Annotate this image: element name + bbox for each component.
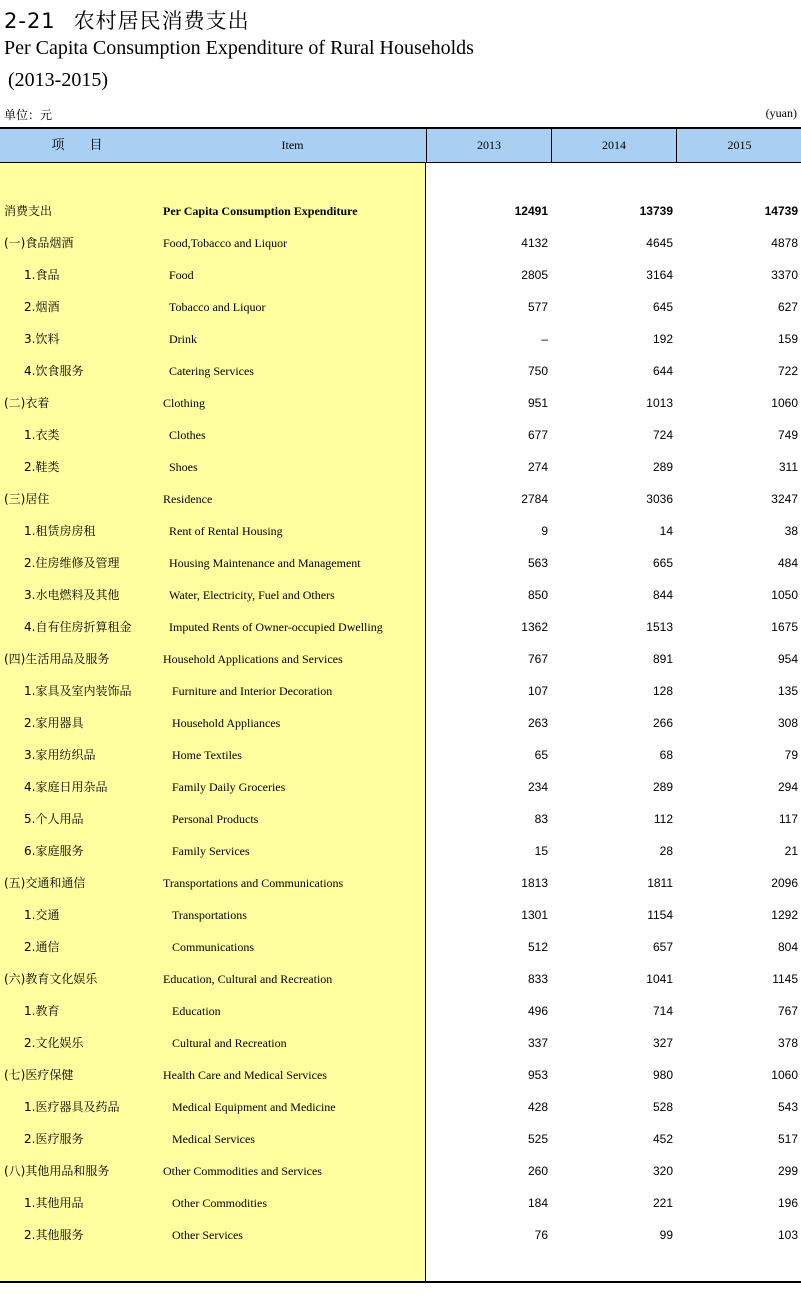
row-label-en: Clothing — [163, 396, 206, 410]
value-2013: 677 — [527, 428, 548, 442]
row-label-cn: 1.教育 — [24, 1004, 60, 1018]
value-2014: 266 — [652, 716, 673, 730]
value-2014: 3164 — [646, 268, 673, 282]
table-row — [0, 611, 801, 643]
row-label-en: Cultural and Recreation — [172, 1036, 287, 1050]
value-2013: 4132 — [521, 236, 548, 250]
value-2015: 311 — [778, 460, 798, 474]
table-row — [0, 803, 801, 835]
value-2015: 38 — [784, 524, 798, 538]
value-2014: 1041 — [646, 972, 673, 986]
value-2014: 665 — [652, 556, 673, 570]
row-label-en: Family Services — [172, 844, 250, 858]
value-2013: 563 — [527, 556, 548, 570]
row-label-en: Housing Maintenance and Management — [169, 556, 361, 570]
page-title-cn — [4, 5, 250, 35]
value-2015: 79 — [784, 748, 798, 762]
row-label-en: Transportations and Communications — [163, 876, 344, 890]
value-2013: 9 — [541, 524, 548, 538]
value-2013: 1813 — [521, 876, 548, 890]
value-2014: 1513 — [646, 620, 673, 634]
row-label-cn: 2.医疗服务 — [24, 1132, 84, 1146]
row-label-en: Other Commodities and Services — [163, 1164, 322, 1178]
value-2013: – — [541, 332, 548, 346]
row-label-cn: (二)衣着 — [4, 396, 50, 410]
value-2013: 83 — [534, 812, 548, 826]
value-2014: 68 — [659, 748, 673, 762]
row-label-cn: 2.其他服务 — [24, 1228, 84, 1242]
value-2015: 484 — [777, 556, 798, 570]
value-2014: 891 — [652, 652, 673, 666]
table-row — [0, 547, 801, 579]
table-row — [0, 707, 801, 739]
value-2015: 627 — [777, 300, 798, 314]
value-2014: 192 — [652, 332, 673, 346]
header-item-cn: 项 目 — [51, 138, 109, 153]
row-label-cn: 5.个人用品 — [24, 812, 84, 826]
value-2013: 750 — [527, 364, 548, 378]
unit-label-cn: 单位：元 — [4, 108, 53, 122]
row-label-en: Education, Cultural and Recreation — [163, 972, 333, 986]
row-label-cn: (五)交通和通信 — [4, 876, 86, 890]
table-number: 2-21 — [4, 9, 56, 33]
value-2013: 850 — [527, 588, 548, 602]
row-label-cn: 1.其他用品 — [24, 1196, 84, 1210]
row-label-en: Communications — [172, 940, 254, 954]
table-row — [0, 195, 801, 227]
row-label-cn: 2.鞋类 — [24, 460, 60, 474]
table-title-cn: 农村居民消费支出 — [73, 9, 250, 33]
row-label-en: Home Textiles — [172, 748, 242, 762]
row-label-cn: 3.水电燃料及其他 — [24, 588, 120, 602]
table-row — [0, 643, 801, 675]
value-2015: 299 — [777, 1164, 798, 1178]
value-2015: 117 — [778, 812, 798, 826]
row-label-en: Family Daily Groceries — [172, 780, 286, 794]
value-2015: 722 — [777, 364, 798, 378]
value-2014: 128 — [652, 684, 673, 698]
value-2013: 15 — [534, 844, 548, 858]
row-label-en: Transportations — [172, 908, 247, 922]
value-2015: 378 — [777, 1036, 798, 1050]
value-2015: 543 — [777, 1100, 798, 1114]
unit-label-en: (yuan) — [765, 106, 797, 120]
row-label-en: Household Appliances — [172, 716, 281, 730]
row-label-en: Tobacco and Liquor — [169, 300, 266, 314]
value-2015: 2096 — [771, 876, 798, 890]
value-2014: 452 — [652, 1132, 673, 1146]
row-label-en: Health Care and Medical Services — [163, 1068, 327, 1082]
table-row — [0, 771, 801, 803]
table-row — [0, 995, 801, 1027]
table-header — [0, 129, 801, 163]
value-2015: 308 — [777, 716, 798, 730]
row-label-cn: 2.文化娱乐 — [24, 1036, 84, 1050]
value-2013: 512 — [527, 940, 548, 954]
value-2015: 954 — [777, 652, 798, 666]
value-2013: 337 — [527, 1036, 548, 1050]
header-year-2013: 2013 — [426, 129, 551, 162]
row-label-cn: 2.住房维修及管理 — [24, 556, 120, 570]
row-label-en: Shoes — [169, 460, 198, 474]
value-2013: 428 — [527, 1100, 548, 1114]
value-2013: 1301 — [521, 908, 548, 922]
value-2013: 274 — [527, 460, 548, 474]
row-label-cn: 1.食品 — [24, 268, 60, 282]
row-label-en: Personal Products — [172, 812, 259, 826]
row-label-cn: 2.家用器具 — [24, 716, 84, 730]
value-2014: 844 — [652, 588, 673, 602]
row-label-en: Per Capita Consumption Expenditure — [163, 204, 358, 218]
table-row — [0, 387, 801, 419]
value-2015: 1060 — [771, 1068, 798, 1082]
value-2014: 1013 — [646, 396, 673, 410]
value-2013: 107 — [527, 684, 548, 698]
table-row — [0, 323, 801, 355]
table-row — [0, 963, 801, 995]
value-2014: 657 — [652, 940, 673, 954]
value-2013: 953 — [527, 1068, 548, 1082]
value-2014: 528 — [652, 1100, 673, 1114]
row-label-cn: 6.家庭服务 — [24, 844, 84, 858]
value-2014: 112 — [653, 812, 673, 826]
row-label-cn: 4.自有住房折算租金 — [24, 620, 132, 634]
row-label-cn: 3.家用纺织品 — [24, 748, 96, 762]
row-label-en: Water, Electricity, Fuel and Others — [169, 588, 335, 602]
row-label-cn: 1.衣类 — [24, 428, 60, 442]
row-label-en: Other Commodities — [172, 1196, 267, 1210]
value-2014: 644 — [652, 364, 673, 378]
value-2014: 14 — [659, 524, 673, 538]
value-2015: 1675 — [771, 620, 798, 634]
table-row — [0, 867, 801, 899]
value-2013: 263 — [527, 716, 548, 730]
value-2015: 196 — [777, 1196, 798, 1210]
table-row — [0, 1059, 801, 1091]
row-label-en: Catering Services — [169, 364, 254, 378]
value-2014: 1154 — [647, 908, 673, 922]
value-2015: 749 — [777, 428, 798, 442]
value-2014: 1811 — [647, 876, 673, 890]
table-row — [0, 1091, 801, 1123]
value-2015: 14739 — [764, 204, 798, 218]
row-label-en: Medical Equipment and Medicine — [172, 1100, 336, 1114]
table-row — [0, 931, 801, 963]
value-2013: 1362 — [521, 620, 548, 634]
row-label-cn: 3.饮料 — [24, 332, 60, 346]
row-label-cn: (八)其他用品和服务 — [4, 1164, 110, 1178]
value-2014: 327 — [652, 1036, 673, 1050]
value-2015: 767 — [777, 1004, 798, 1018]
value-2015: 159 — [777, 332, 798, 346]
header-item-en: Item — [281, 138, 304, 152]
row-label-en: Other Services — [172, 1228, 243, 1242]
row-label-cn: 4.饮食服务 — [24, 364, 84, 378]
table-row — [0, 291, 801, 323]
header-year-2015: 2015 — [676, 129, 801, 162]
row-label-en: Food,Tobacco and Liquor — [163, 236, 288, 250]
table-row — [0, 1187, 801, 1219]
table-row — [0, 1123, 801, 1155]
value-2014: 714 — [652, 1004, 673, 1018]
value-2014: 3036 — [646, 492, 673, 506]
value-2015: 135 — [777, 684, 798, 698]
value-2014: 221 — [652, 1196, 673, 1210]
row-label-en: Rent of Rental Housing — [169, 524, 283, 538]
header-year-2014: 2014 — [551, 129, 676, 162]
row-label-cn: 消费支出 — [4, 204, 53, 218]
row-label-en: Furniture and Interior Decoration — [172, 684, 333, 698]
table-row — [0, 1155, 801, 1187]
table-row — [0, 451, 801, 483]
row-label-cn: (六)教育文化娱乐 — [4, 972, 98, 986]
row-label-en: Household Applications and Services — [163, 652, 343, 666]
value-2013: 12491 — [514, 204, 548, 218]
row-label-cn: 1.医疗器具及药品 — [24, 1100, 120, 1114]
table-row — [0, 579, 801, 611]
row-label-cn: (七)医疗保健 — [4, 1068, 74, 1082]
row-label-cn: 1.交通 — [24, 908, 60, 922]
value-2013: 65 — [534, 748, 548, 762]
title-years: (2013-2015) — [8, 69, 108, 91]
value-2013: 951 — [527, 396, 548, 410]
value-2015: 21 — [784, 844, 798, 858]
value-2013: 260 — [527, 1164, 548, 1178]
value-2014: 289 — [652, 780, 673, 794]
value-2014: 980 — [652, 1068, 673, 1082]
value-2015: 804 — [777, 940, 798, 954]
table-row — [0, 835, 801, 867]
value-2013: 2805 — [521, 268, 548, 282]
value-2014: 99 — [659, 1228, 673, 1242]
value-2014: 28 — [659, 844, 673, 858]
row-label-cn: (四)生活用品及服务 — [4, 652, 110, 666]
row-label-en: Education — [172, 1004, 221, 1018]
table-row — [0, 483, 801, 515]
table-row — [0, 899, 801, 931]
value-2015: 103 — [777, 1228, 798, 1242]
row-label-en: Drink — [169, 332, 197, 346]
value-2014: 13739 — [639, 204, 673, 218]
value-2013: 767 — [527, 652, 548, 666]
value-2013: 184 — [527, 1196, 548, 1210]
value-2015: 1050 — [771, 588, 798, 602]
table-row — [0, 419, 801, 451]
table-row — [0, 515, 801, 547]
value-2015: 1145 — [772, 972, 798, 986]
table-body — [0, 195, 801, 1251]
row-label-en: Clothes — [169, 428, 206, 442]
row-label-cn: (三)居住 — [4, 492, 50, 506]
table-row — [0, 739, 801, 771]
value-2013: 234 — [527, 780, 548, 794]
value-2013: 496 — [527, 1004, 548, 1018]
table-row — [0, 227, 801, 259]
table-row — [0, 1027, 801, 1059]
value-2014: 724 — [652, 428, 673, 442]
value-2014: 320 — [652, 1164, 673, 1178]
value-2013: 833 — [527, 972, 548, 986]
value-2015: 1292 — [771, 908, 798, 922]
row-label-cn: 2.烟酒 — [24, 300, 60, 314]
table-row — [0, 259, 801, 291]
page-title-en: Per Capita Consumption Expenditure of Rural Households — [4, 37, 474, 59]
value-2014: 645 — [652, 300, 673, 314]
value-2015: 517 — [777, 1132, 798, 1146]
row-label-cn: 4.家庭日用杂品 — [24, 780, 108, 794]
row-label-cn: 1.租赁房房租 — [24, 524, 96, 538]
value-2015: 3370 — [771, 268, 798, 282]
value-2013: 76 — [534, 1228, 548, 1242]
value-2013: 577 — [527, 300, 548, 314]
row-label-en: Medical Services — [172, 1132, 255, 1146]
value-2013: 525 — [527, 1132, 548, 1146]
row-label-en: Food — [169, 268, 194, 282]
table-row — [0, 675, 801, 707]
value-2015: 4878 — [771, 236, 798, 250]
table-row — [0, 355, 801, 387]
row-label-cn: 2.通信 — [24, 940, 60, 954]
value-2014: 289 — [652, 460, 673, 474]
value-2015: 3247 — [771, 492, 798, 506]
row-label-cn: 1.家具及室内装饰品 — [24, 684, 132, 698]
table-row — [0, 1219, 801, 1251]
row-label-cn: (一)食品烟酒 — [4, 236, 74, 250]
row-label-en: Imputed Rents of Owner-occupied Dwelling — [169, 620, 383, 634]
value-2015: 294 — [777, 780, 798, 794]
bottom-rule — [0, 1281, 801, 1283]
value-2015: 1060 — [771, 396, 798, 410]
row-label-en: Residence — [163, 492, 213, 506]
value-2013: 2784 — [521, 492, 548, 506]
value-2014: 4645 — [646, 236, 673, 250]
